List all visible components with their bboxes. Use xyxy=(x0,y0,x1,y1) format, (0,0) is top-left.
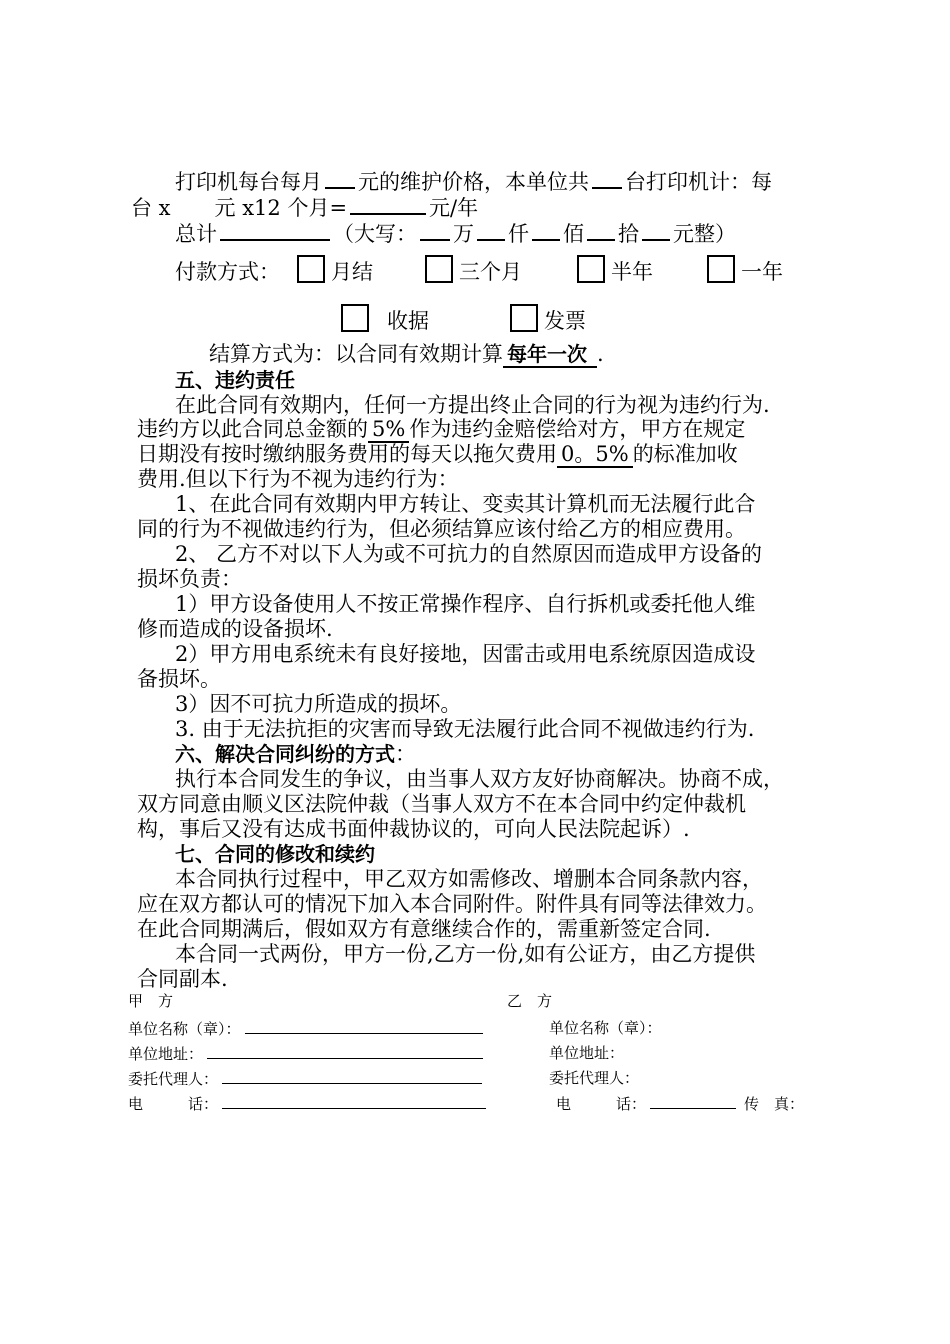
party-a-phone-field[interactable] xyxy=(222,1093,486,1109)
s7-para-3: 在此合同期满后，假如双方有意继续合作的，需重新签定合同. xyxy=(137,917,711,941)
fax-label: 传 真： xyxy=(744,1095,805,1113)
option-monthly[interactable]: 月结 xyxy=(297,255,373,285)
s7-para-5: 合同副本. xyxy=(137,967,228,991)
total-line: 总计 （大写： 万 仟 佰 拾 元整） xyxy=(175,219,736,247)
s6-para-3: 构，事后又没有达成书面仲裁协议的，可向人民法院起诉）. xyxy=(137,817,690,841)
s5-sub-2b: 备损坏。 xyxy=(137,667,221,691)
s5-item-2b: 损坏负责： xyxy=(137,567,242,591)
party-a-address-field[interactable] xyxy=(207,1043,483,1059)
s5-item-1a: 1、在此合同有效期内甲方转让、变卖其计算机而无法履行此合 xyxy=(175,492,756,516)
option-quarterly[interactable]: 三个月 xyxy=(425,255,522,285)
penalty-rate: 5% xyxy=(368,417,409,443)
yuan-blank[interactable] xyxy=(642,219,670,241)
pricing-line-2: 台 x 元 x12 个月= 元/年 xyxy=(131,193,478,221)
checkbox-icon[interactable] xyxy=(510,304,538,332)
option-invoice[interactable]: 发票 xyxy=(510,304,586,334)
s5-para-2: 违约方以此合同总金额的 5% 作为违约金赔偿给对方，甲方在规定 xyxy=(137,417,746,441)
settlement-value: 每年一次 xyxy=(503,342,597,368)
s7-para-4: 本合同一式两份，甲方一份,乙方一份,如有公证方，由乙方提供 xyxy=(175,942,756,966)
party-b-heading: 乙 方 xyxy=(507,992,553,1010)
checkbox-icon[interactable] xyxy=(707,255,735,283)
party-a-heading: 甲 方 xyxy=(128,992,174,1010)
section-5-heading: 五、违约责任 xyxy=(175,368,295,392)
party-b-phone-field[interactable] xyxy=(650,1093,736,1109)
settlement-line: 结算方式为：以合同有效期计算 每年一次 . xyxy=(209,342,604,366)
s5-sub-3: 3）因不可抗力所造成的损坏。 xyxy=(175,692,462,716)
option-receipt[interactable]: 收据 xyxy=(341,304,429,334)
s7-para-1: 本合同执行过程中，甲乙双方如需修改、增删本合同条款内容， xyxy=(175,867,763,891)
s5-sub-2a: 2）甲方用电系统未有良好接地，因雷击或用电系统原因造成设 xyxy=(175,642,756,666)
checkbox-icon[interactable] xyxy=(341,304,369,332)
section-7-heading: 七、合同的修改和续约 xyxy=(175,842,375,866)
s5-para-1: 在此合同有效期内，任何一方提出终止合同的行为视为违约行为. xyxy=(175,393,770,417)
payment-label: 付款方式： xyxy=(175,260,280,284)
total-amount-blank[interactable] xyxy=(220,219,330,241)
option-half-year[interactable]: 半年 xyxy=(577,255,653,285)
party-b-address: 单位地址： xyxy=(549,1044,625,1062)
s5-sub-1a: 1）甲方设备使用人不按正常操作程序、自行拆机或委托他人维 xyxy=(175,592,756,616)
yearly-amount-blank[interactable] xyxy=(350,193,426,215)
party-b-phone: 电 话： 传 真： xyxy=(556,1095,805,1113)
checkbox-icon[interactable] xyxy=(577,255,605,283)
s6-para-2: 双方同意由顺义区法院仲裁（当事人双方不在本合同中约定仲裁机 xyxy=(137,792,746,816)
s5-item-1b: 同的行为不视做违约行为，但必须结算应该付给乙方的相应费用。 xyxy=(137,517,746,541)
party-a-agent: 委托代理人： xyxy=(128,1068,482,1089)
party-a-address: 单位地址： xyxy=(128,1043,483,1064)
printer-count-blank[interactable] xyxy=(592,167,622,189)
s6-para-1: 执行本合同发生的争议，由当事人双方友好协商解决。协商不成， xyxy=(175,767,784,791)
s5-item-2a: 2、 乙方不对以下人为或不可抗力的自然原因而造成甲方设备的 xyxy=(175,542,763,566)
s5-sub-1b: 修而造成的设备损坏. xyxy=(137,617,333,641)
party-a-unit-name: 单位名称（章）： xyxy=(128,1018,483,1039)
pricing-line-1: 打印机每台每月 元的维护价格，本单位共 台打印机计：每 xyxy=(175,167,772,195)
party-a-agent-field[interactable] xyxy=(222,1068,482,1084)
wan-blank[interactable] xyxy=(420,219,450,241)
party-b-unit-name: 单位名称（章）： xyxy=(549,1019,662,1037)
s5-para-4: 费用.但以下行为不视为违约行为： xyxy=(137,467,459,491)
party-a-unit-name-field[interactable] xyxy=(245,1018,483,1034)
checkbox-icon[interactable] xyxy=(425,255,453,283)
qian-blank[interactable] xyxy=(477,219,505,241)
bai-blank[interactable] xyxy=(532,219,560,241)
s5-para-3: 日期没有按时缴纳服务费用的每天以拖欠费用 0。5% 的标准加收 xyxy=(137,442,738,466)
late-fee-rate: 0。5% xyxy=(557,442,633,468)
party-b-agent: 委托代理人： xyxy=(549,1069,640,1087)
monthly-price-blank[interactable] xyxy=(325,167,355,189)
option-yearly[interactable]: 一年 xyxy=(707,255,783,285)
checkbox-icon[interactable] xyxy=(297,255,325,283)
shi-blank[interactable] xyxy=(587,219,615,241)
party-a-phone: 电 话： xyxy=(128,1093,486,1114)
section-6-heading: 六、解决合同纠纷的方式： xyxy=(175,742,416,766)
s5-item-3: 3. 由于无法抗拒的灾害而导致无法履行此合同不视做违约行为. xyxy=(175,717,755,741)
s7-para-2: 应在双方都认可的情况下加入本合同附件。附件具有同等法律效力。 xyxy=(137,892,767,916)
